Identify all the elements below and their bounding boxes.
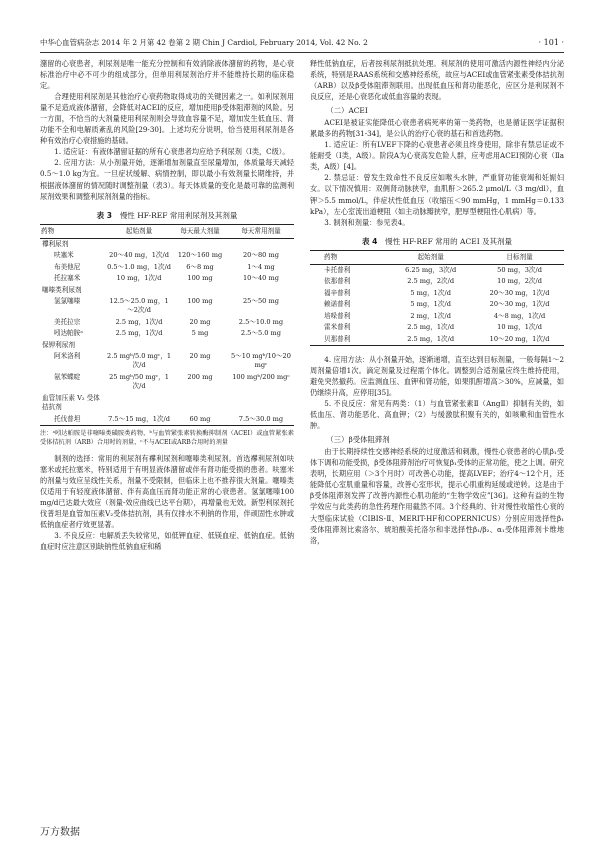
paragraph: 释性低钠血症，后者按利尿剂抵抗处理。利尿剂的使用可激活内源性神经内分泌系统，特别是RAAS系统和交感神经系统，故应与ACEI或血管紧张素受体拮抗剂（ARB）以及β受体阻滞剂联用。出现低血压和肾功能恶化，应区分是利尿剂不良反应，还是心衰恶化或低血容量的表现。	[310, 59, 564, 102]
table-row	[310, 265, 564, 277]
table-cell	[228, 340, 294, 351]
table3-note: 注：ᵃ吲达帕胺是非噻嗪类磺胺类药物，ᵇ与血管紧张素转换酶抑制剂（ACEI）或血管紧张素受体拮抗剂（ARB）合用时的剂量，ᶜ不与ACEI或ARB合用时的剂量	[40, 429, 294, 446]
table-cell: 赖诺普利	[324, 300, 351, 309]
table-cell	[228, 239, 294, 251]
table4-caption	[310, 236, 564, 248]
table-cell: 2.5 mg，2次/d	[407, 277, 455, 286]
paragraph: 由于长期持续性交感神经系统的过度激活和刺激，慢性心衰患者的心肌β₁受体下调和功能受损，β受体阻滞剂治疗可恢复β₁受体的正常功能，使之上调。研究表明，长期应用（＞3个月时）可改善心功能，提高LVEF；治疗4～12个月，还能降低心室肌重量和容量，改善心室形状，提示心肌重构延缓或逆转。这是由于β受体阻滞剂发挥了改善内源性心肌功能的“生物学效应”[36]。这种有益的生物学效应与此类药的急性药理作用截然不同。3个经典的、针对慢性收缩性心衰的大型临床试验（CIBIS-Ⅱ、MERIT-HF和COPERNICUS）分别应用选择性β₁受体阻滞剂比索洛尔、琥珀酸美托洛尔和非选择性β₁/β₂、α₁受体阻滞剂卡维地洛，	[310, 447, 564, 545]
table4-body	[310, 265, 564, 346]
table-cell	[172, 239, 228, 251]
table-cell: 20～30 mg，1次/d	[489, 300, 550, 309]
table-row	[310, 334, 564, 346]
table-group-row	[40, 239, 294, 251]
left-column	[40, 58, 294, 552]
table-cell: 2 mg，1次/d	[410, 311, 451, 320]
table-cell: 10 mg，2次/d	[497, 277, 542, 286]
table-cell: 布美他尼	[54, 262, 81, 271]
paragraph: 4. 应用方法：从小剂量开始，逐渐递增，直至达到目标剂量，一般每隔1～2周剂量倍增1次。滴定剂量及过程需个体化。调整到合适剂量应终生维持使用，避免突然撤药。应监测血压、血钾和肾功能，如果肌酐增高＞30%，应减量，如仍继续升高，应停用[35]。	[310, 354, 564, 398]
table-cell: 7.5～30.0 mg	[228, 414, 294, 426]
running-header	[40, 36, 564, 50]
table-cell: 氨苯蝶啶	[54, 372, 81, 381]
table-cell: 20～80 mg	[242, 251, 279, 260]
table-cell: 4～8 mg，1次/d	[493, 311, 546, 320]
table-cell: 20 mg	[189, 317, 211, 326]
section-heading-acei: （二）ACEI	[326, 106, 368, 116]
table-row	[310, 311, 564, 322]
table-cell: 10 mg，1次/d	[116, 274, 162, 283]
table-cell: 托伐普坦	[40, 414, 106, 426]
table-row	[310, 322, 564, 333]
table-cell: 2.5 mg，1次/d	[115, 317, 163, 326]
table-cell: 托拉塞米	[54, 274, 81, 283]
table3-number: 表 3	[96, 210, 112, 220]
table-cell: 100 mgᵇ/200 mgᶜ	[232, 372, 290, 381]
table-cell: 血管加压素 V₂ 受体拮抗剂	[42, 393, 100, 412]
right-column	[310, 58, 564, 546]
table-row	[40, 372, 294, 393]
table-cell: 100 mg	[187, 297, 213, 306]
table-row	[40, 262, 294, 273]
table-cell: 20 mg	[189, 352, 211, 361]
table-header: 起始剂量	[386, 250, 475, 264]
table-cell: 阿米洛利	[54, 352, 81, 361]
table-cell	[106, 340, 172, 351]
table-cell: 襻利尿剂	[42, 240, 69, 249]
table-cell: 6～8 mg	[186, 262, 214, 271]
table-cell: 25～50 mg	[242, 297, 279, 306]
table-header: 起始剂量	[106, 224, 172, 238]
table-row	[310, 276, 564, 287]
table-cell: 雷米普利	[324, 323, 351, 332]
table-header: 每天常用剂量	[228, 224, 294, 238]
table-cell: 5 mg	[191, 329, 209, 338]
table-cell	[172, 340, 228, 351]
table-cell: 噻嗪类利尿剂	[42, 285, 82, 294]
table-row	[40, 351, 294, 372]
header-rule	[40, 52, 564, 53]
table3-caption	[40, 210, 294, 222]
table-cell: 50 mg，3次/d	[497, 266, 542, 275]
table-cell: 保钾利尿剂	[42, 340, 75, 349]
table-cell: 200 mg	[187, 372, 213, 381]
table-cell: 5 mg，1次/d	[410, 288, 451, 297]
table-cell: 12.5～25.0 mg，1～2次/d	[109, 297, 169, 315]
table-row	[40, 317, 294, 328]
table3-diuretics	[40, 224, 294, 426]
paragraph: 2. 禁忌证：曾发生致命性不良反应如喉头水肿，严重肾功能衰竭和妊娠妇女。以下情况慎用：双侧肾动脉狭窄，血肌酐＞265.2 μmol/L（3 mg/dl），血钾＞5.5 mmol/L，伴症状性低血压（收缩压＜90 mmHg，1 mmHg＝0.133 kPa），左心室流出道梗阻（如主动脉瓣狭窄，肥厚型梗阻性心肌病）等。	[310, 173, 564, 216]
paragraph: 3. 制剂和剂量：参见表4。	[324, 217, 410, 227]
table-row	[310, 288, 564, 299]
paragraph: 3. 不良反应：电解质丢失较常见，如低钾血症、低镁血症、低钠血症。低钠血症时应注意区别缺钠性低钠血症和稀	[40, 531, 294, 552]
table-cell	[106, 239, 172, 251]
table-row	[40, 250, 294, 261]
table-cell: 氢氯噻嗪	[54, 297, 81, 306]
table-cell: 2.5～10.0 mg	[238, 317, 284, 326]
table-cell: 1～4 mg	[247, 262, 275, 271]
table-cell: 贝那普利	[310, 334, 386, 346]
table-row	[40, 328, 294, 339]
paragraph: 制剂的选择：常用的利尿剂有襻利尿剂和噻嗪类利尿剂。首选襻利尿剂如呋塞米或托拉塞米，特别适用于有明显液体潴留或伴有肾功能受损的患者。呋塞米的剂量与效应呈线性关系，剂量不受限制，但临床上也不推荐很大剂量。噻嗪类仅适用于有轻度液体潴留、伴有高血压而肾功能正常的心衰患者。氢氯噻嗪100 mg/d已达最大效应（剂量-效应曲线已达平台期），再增量也无效。新型利尿剂托伐普坦是血管加压素V₂受体拮抗剂，具有仅排水不利钠的作用，伴顽固性水肿或低钠血症者疗效更显著。	[40, 453, 294, 530]
table-cell: 25 mgᵇ/50 mgᶜ，1次/d	[109, 372, 169, 391]
table-cell: 20～30 mg，1次/d	[489, 288, 550, 297]
table-cell: 5 mg，1次/d	[410, 300, 451, 309]
table-row	[310, 299, 564, 310]
table-cell: 2.5～5.0 mg	[240, 329, 282, 338]
table-cell: 10～40 mg	[242, 274, 279, 283]
paragraph: 5. 不良反应：常见有两类：（1）与血管紧张素Ⅱ（AngⅡ）抑制有关的，如低血压、肾功能恶化、高血钾；（2）与缓激肽积聚有关的，如咳嗽和血管性水肿。	[310, 399, 564, 431]
table-cell: 美托拉宗	[54, 317, 81, 326]
table-cell: 培哚普利	[324, 311, 351, 320]
table-cell: 10 mg，1次/d	[497, 323, 542, 332]
table4-number: 表 4	[361, 236, 378, 246]
table4-acei	[310, 250, 564, 346]
table-cell	[106, 393, 172, 414]
table-cell	[172, 285, 228, 296]
table-cell: 吲达帕胺ᵃ	[54, 329, 83, 338]
table-cell: 5～10 mgᵇ/10～20 mgᶜ	[230, 352, 291, 370]
table3-body	[40, 239, 294, 426]
table-row	[40, 414, 294, 426]
table-group-row	[40, 340, 294, 351]
table-cell: 卡托普利	[324, 266, 351, 275]
paragraph: ACEI是被证实能降低心衰患者病死率的第一类药物，也是循证医学证据积累最多的药物[31-34]，是公认的治疗心衰的基石和首选药物。	[310, 118, 564, 139]
table-cell: 60 mg	[172, 414, 228, 426]
table-header: 每天最大剂量	[172, 224, 228, 238]
table-cell	[228, 393, 294, 414]
table3-title: 慢性 HF-REF 常用利尿剂及其剂量	[119, 210, 238, 220]
table-cell: 20～40 mg，1次/d	[109, 251, 169, 260]
journal-header: 中华心血管病杂志 2014 年 2 月第 42 卷第 2 期 Chin J Cardiol, February 2014, Vol. 42 No. 2	[40, 38, 368, 47]
table-header: 药物	[40, 224, 106, 238]
table-cell	[228, 285, 294, 296]
table-header: 目标剂量	[475, 250, 564, 264]
section-heading-beta-blocker: （三）β受体阻滞剂	[326, 435, 390, 445]
paragraph: 潴留的心衰患者，利尿剂是唯一能充分控制和有效消除液体潴留的药物，是心衰标准治疗中必不可少的组成部分，但单用利尿剂治疗并不能维持长期的临床稳定。	[40, 59, 294, 91]
paragraph: 2. 应用方法：从小剂量开始，逐渐增加剂量直至尿量增加，体质量每天减轻0.5～1.0 kg为宜。一旦症状缓解、病情控制，即以最小有效剂量长期维持，并根据液体潴留的情况随时调整剂量（表3）。每天体质量的变化是最可靠的监测利尿剂效果和调整利尿剂剂量的指标。	[40, 158, 294, 201]
table-cell: 120～160 mg	[177, 251, 223, 260]
page-number: · 101 ·	[538, 38, 564, 47]
table-cell: 2.5 mg，1次/d	[115, 329, 163, 338]
table-group-row	[40, 393, 294, 414]
table-cell: 依那普利	[324, 277, 351, 286]
paragraph: 1. 适应证：所有LVEF下降的心衰患者必须且终身使用，除非有禁忌证或不能耐受（Ⅰ类，A级）。阶段A为心衰高发危险人群，应考虑用ACEI预防心衰（Ⅱa类，A级）[4]。	[310, 140, 564, 172]
paragraph: 1. 适应证：有液体潴留证据的所有心衰患者均应给予利尿剂（Ⅰ类，C级）。	[54, 147, 290, 157]
table-cell: 2.5 mg，1次/d	[386, 334, 475, 346]
table-row	[40, 296, 294, 317]
table4-title: 慢性 HF-REF 常用的 ACEI 及其剂量	[385, 236, 513, 246]
table-cell: 福辛普利	[324, 288, 351, 297]
table-cell: 6.25 mg，3次/d	[405, 266, 457, 275]
paragraph: 合理使用利尿剂是其他治疗心衰药物取得成功的关键因素之一。如利尿剂用量不足造成液体潴留，会降低对ACEI的反应，增加使用β受体阻滞剂的风险。另一方面，不恰当的大剂量使用利尿剂则会导致血容量不足，增加发生低血压、肾功能不全和电解质紊乱的风险[29-30]。上述均充分说明，恰当使用利尿剂是各种有效治疗心衰措施的基础。	[40, 92, 294, 146]
table-cell	[106, 285, 172, 296]
table-cell: 0.5～1.0 mg，1次/d	[107, 262, 172, 271]
table-group-row	[40, 285, 294, 296]
table-cell: 2.5 mgᵇ/5.0 mgᶜ，1次/d	[107, 352, 172, 370]
footer-watermark: 万方数据	[40, 827, 80, 838]
table-row	[40, 273, 294, 284]
table-header: 药物	[310, 250, 386, 264]
table-cell	[172, 393, 228, 414]
table-cell: 7.5～15 mg，1次/d	[106, 414, 172, 426]
table-cell: 呋塞米	[54, 251, 74, 260]
table-cell: 2.5 mg，1次/d	[407, 323, 455, 332]
table-cell: 10～20 mg，1次/d	[475, 334, 564, 346]
table-cell: 100 mg	[187, 274, 213, 283]
